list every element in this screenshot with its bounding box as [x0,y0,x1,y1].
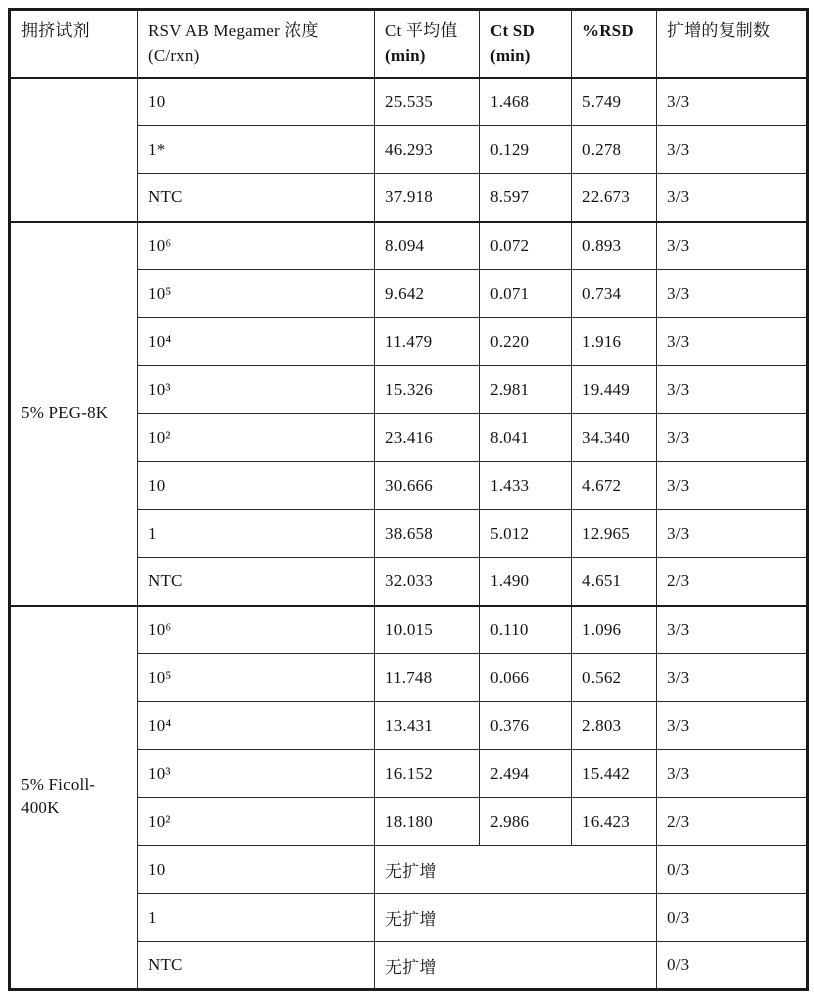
ct-sd-cell: 1.490 [480,558,572,606]
header-ct-mean [375,10,480,78]
replicates-cell: 3/3 [657,606,808,654]
ct-mean-cell: 37.918 [375,174,480,222]
concentration-cell: 10² [138,414,375,462]
header-line: %RSD [582,21,634,40]
ct-mean-cell: 11.479 [375,318,480,366]
replicates-cell: 3/3 [657,750,808,798]
rsd-cell: 12.965 [572,510,657,558]
concentration-cell: NTC [138,558,375,606]
header-line: 拥挤试剂 [21,21,90,40]
ct-sd-cell: 0.072 [480,222,572,270]
concentration-cell: 10⁵ [138,270,375,318]
ct-sd-cell: 0.220 [480,318,572,366]
ct-mean-cell: 38.658 [375,510,480,558]
rsd-cell: 0.734 [572,270,657,318]
ct-sd-cell: 0.110 [480,606,572,654]
replicates-cell: 3/3 [657,270,808,318]
group-label-cell [10,78,138,222]
replicates-cell: 0/3 [657,942,808,990]
ct-mean-cell: 11.748 [375,654,480,702]
ct-mean-cell: 25.535 [375,78,480,126]
replicates-cell: 3/3 [657,174,808,222]
rsd-cell: 1.916 [572,318,657,366]
no-amplification-cell: 无扩增 [375,894,657,942]
ct-mean-cell: 13.431 [375,702,480,750]
ct-mean-cell: 10.015 [375,606,480,654]
replicates-cell: 2/3 [657,558,808,606]
ct-sd-cell: 0.376 [480,702,572,750]
ct-mean-cell: 15.326 [375,366,480,414]
replicates-cell: 3/3 [657,366,808,414]
concentration-cell: 10⁶ [138,606,375,654]
replicates-cell: 3/3 [657,462,808,510]
rsd-cell: 0.278 [572,126,657,174]
header-rsd [572,10,657,78]
rsd-cell: 2.803 [572,702,657,750]
ct-sd-cell: 5.012 [480,510,572,558]
replicates-cell: 3/3 [657,222,808,270]
concentration-cell: NTC [138,174,375,222]
results-table [8,8,809,991]
rsd-cell: 0.562 [572,654,657,702]
ct-sd-cell: 2.494 [480,750,572,798]
rsd-cell: 15.442 [572,750,657,798]
ct-mean-cell: 9.642 [375,270,480,318]
header-ct-sd [480,10,572,78]
replicates-cell: 3/3 [657,414,808,462]
replicates-cell: 3/3 [657,510,808,558]
ct-mean-cell: 23.416 [375,414,480,462]
rsd-cell: 22.673 [572,174,657,222]
table-header [10,10,808,78]
rsd-cell: 4.672 [572,462,657,510]
ct-mean-cell: 8.094 [375,222,480,270]
header-row [10,10,808,78]
table-row [10,222,808,270]
header-line: (min) [490,45,531,65]
replicates-cell: 3/3 [657,78,808,126]
header-replicates [657,10,808,78]
ct-sd-cell: 8.041 [480,414,572,462]
replicates-cell: 3/3 [657,318,808,366]
ct-sd-cell: 0.066 [480,654,572,702]
header-concentration [138,10,375,78]
table-group [10,606,808,990]
rsd-cell: 1.096 [572,606,657,654]
ct-sd-cell: 1.433 [480,462,572,510]
rsd-cell: 16.423 [572,798,657,846]
table-group [10,78,808,222]
table-group [10,222,808,606]
replicates-cell: 3/3 [657,654,808,702]
ct-mean-cell: 32.033 [375,558,480,606]
no-amplification-cell: 无扩增 [375,942,657,990]
no-amplification-cell: 无扩增 [375,846,657,894]
header-line: 扩增的复制数 [667,21,771,40]
ct-mean-cell: 16.152 [375,750,480,798]
header-line: Ct SD [490,21,535,40]
group-label-cell: 5% PEG-8K [10,222,138,606]
group-label-cell: 5% Ficoll-400K [10,606,138,990]
header-line: (C/rxn) [148,45,200,65]
ct-mean-cell: 18.180 [375,798,480,846]
header-line: Ct 平均值 [385,21,458,40]
table-row [10,606,808,654]
table-row [10,78,808,126]
concentration-cell: 10³ [138,750,375,798]
concentration-cell: 10 [138,78,375,126]
ct-mean-cell: 46.293 [375,126,480,174]
replicates-cell: 3/3 [657,702,808,750]
concentration-cell: 10 [138,846,375,894]
rsd-cell: 5.749 [572,78,657,126]
ct-sd-cell: 1.468 [480,78,572,126]
ct-sd-cell: 0.129 [480,126,572,174]
replicates-cell: 0/3 [657,846,808,894]
ct-sd-cell: 2.986 [480,798,572,846]
replicates-cell: 2/3 [657,798,808,846]
header-line: (min) [385,45,426,65]
concentration-cell: 10⁵ [138,654,375,702]
concentration-cell: 10² [138,798,375,846]
replicates-cell: 3/3 [657,126,808,174]
header-line: RSV AB Megamer 浓度 [148,21,319,40]
ct-sd-cell: 0.071 [480,270,572,318]
concentration-cell: 1* [138,126,375,174]
concentration-cell: 1 [138,894,375,942]
concentration-cell: NTC [138,942,375,990]
rsd-cell: 19.449 [572,366,657,414]
concentration-cell: 10⁶ [138,222,375,270]
ct-sd-cell: 8.597 [480,174,572,222]
concentration-cell: 1 [138,510,375,558]
ct-sd-cell: 2.981 [480,366,572,414]
rsd-cell: 34.340 [572,414,657,462]
rsd-cell: 4.651 [572,558,657,606]
concentration-cell: 10⁴ [138,318,375,366]
ct-mean-cell: 30.666 [375,462,480,510]
concentration-cell: 10³ [138,366,375,414]
header-crowding-agent [10,10,138,78]
concentration-cell: 10⁴ [138,702,375,750]
replicates-cell: 0/3 [657,894,808,942]
concentration-cell: 10 [138,462,375,510]
rsd-cell: 0.893 [572,222,657,270]
